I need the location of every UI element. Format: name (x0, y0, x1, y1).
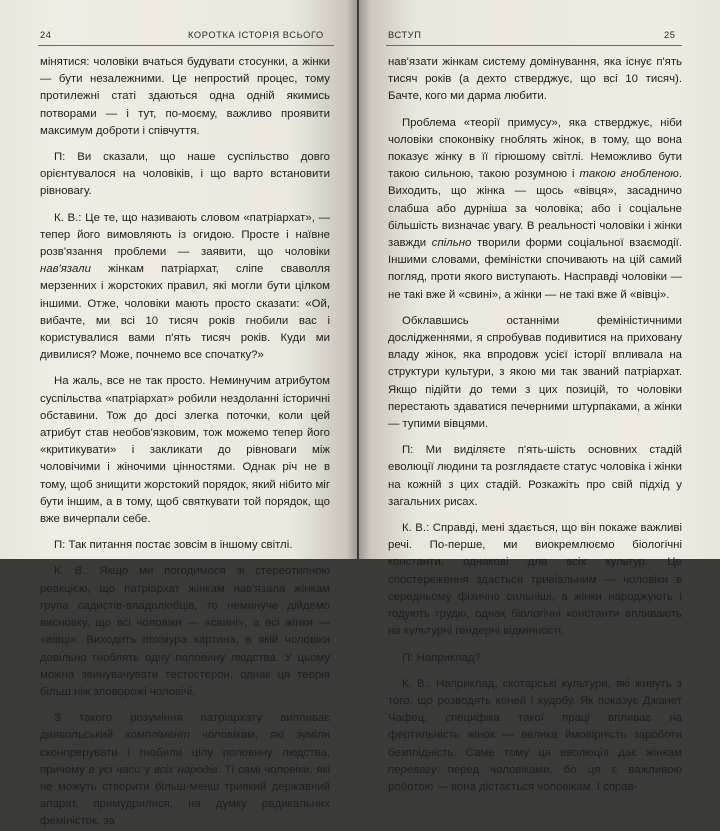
left-page-text (40, 54, 330, 831)
emphasis: нав'язали (40, 263, 91, 276)
emphasis: в усі часи (88, 763, 141, 776)
right-page (359, 0, 720, 793)
right-page-number: 25 (664, 30, 676, 40)
right-header-rule (386, 45, 682, 46)
paragraph-r5: К. В.: Справді, мені здається, що він покаже важливі речі. По-перше, ми виокремлюємо біологічні константи, однакові для всіх культур. Це спостереження здається тривіальним — чоловіки в середньому фізично сильніші, а жінки народжують і годують грудю, однак біологічні константи впливають на культурні гендерні відмінності. (388, 522, 682, 638)
paragraph-r3: Обклавшись останніми феміністичними дослідженнями, я спробував подивитися на приховану владу жінок, яка впродовж усієї історії впливала на структури культури, з якою ми так званий патріархат. Якщо підійти до теми з цих позицій, то чоловіки перестають здаватися печерними штурпаками, а жінки — тупими вівцями. (388, 314, 682, 431)
paragraph-r6: П: Наприклад? (402, 651, 482, 664)
emphasis: спільно (431, 237, 472, 250)
paragraph-r7: К. В.: Наприклад, скотарські культури, які живуть з того, що розводять коней і худобу. Як показує Джанет Чафец, специфіка такої праці впливає на фертильність жінок — велика ймовірність зароботи безплідність. Саме тому ця еволюція дає жінкам перевагу перед чоловіками, бо ця є важливою роботою — вона дістається чоловікам. І справ- (388, 677, 682, 793)
paragraph-l1: мінятися: чоловіки вчаться будувати стосунки, а жінки — бути незалежними. Це непростий процес, тому протилежні статі здаються одна одній якимись потворами — і тут, по-моєму, важливо проявити максимум доброти і співчуття. (40, 56, 330, 137)
paragraph-l5: П: Так питання постає зовсім в іншому світлі. (54, 539, 293, 552)
emphasis: перевагу (388, 763, 437, 776)
emphasis: комплімент (125, 729, 190, 742)
paragraph-l2: П: Ви сказали, що наше суспільство довго орієнтувалося на чоловіків, і що варто встановити рівновагу. (40, 151, 330, 198)
left-running-head: КОРОТКА ІСТОРІЯ ВСЬОГО (188, 30, 324, 40)
paragraph-r1: нав'язати жінкам систему домінування, яка існує п'ять тисяч років (а дехто стверджує, що всі 10 тисяч). Бачте, кого ми дарма любити. (388, 56, 682, 103)
paragraph-l6: К. В.: Якщо ми погодимося зі стереотипною реакцією, що патріархат жінкам нав'язала жінкам група садистів-владолюбців, то неминуче дійдемо висновку, що всі чоловіки — «свині», а всі жінки — «вівці». Виходить похмура картина, в якій чоловіки довільно гноблять одну половину людства. У цьому можна звинувачувати тестостерон, однак ця теорія більш ніж зловорожі чоловічі. (40, 565, 330, 698)
right-page-text (388, 54, 682, 796)
left-page (0, 0, 357, 828)
right-running-head: ВСТУП (388, 30, 422, 40)
paragraph-l3: К. В.: Це те, що називають словом «патріархат», — тепер його вимовляють із огидою. Просте і наївне розв'язання проблеми — заявити, що чоловіки нав'язали жінкам патріархат, сліпе сваволля мерзенних і жорстоких правил, які могли бути цілком іншими. Отже, чоловіки мають просто сказати: «Ой, вибачте, ми всі 10 тисяч років гнобили вас і користувалися вами п'ять тисяч років. Куди ми дивилися? Може, почнемо все спочатку?» (40, 211, 330, 362)
paragraph-l4: На жаль, все не так просто. Неминучим атрибутом суспільства «патріархат» робили нездоланні історичні обставини. Тож до досі злегка поточки, коли цей атрибут став необов'язковим, тож можемо тепер його «критикувати» і закликати до рівноваги між чоловічими і жіночими цінностями. Однак річ не в тому, щоб знищити жорстокий порядок, який нібито міг бути іншим, а в тому, щоб святкувати той порядок, що вже вичерпали себе. (40, 375, 330, 526)
emphasis: всіх народів (154, 763, 218, 776)
emphasis: такою гнобленою (579, 168, 679, 181)
left-page-number: 24 (40, 30, 52, 40)
paragraph-r2: Проблема «теорії примусу», яка стверджує, ніби чоловіки споконвіку гноблять жінок, в тому, що вона показує жінку в її гірюшому світлі. Неможливо бути такою сильною, такою розумною і такою гнобленою. Виходить, що жінка — щось «вівця», засадничо слабша або дурніша за чоловіка; або і соціальне більшість визначає увагу. В реальності чоловіки і жінки завжди спільно творили форми соціальної взаємодії. Іншими словами, феміністки спочивають на цій самий погляд, проти якого виступають. Насправді чоловіки — не такі вже й «свині», а жінки — не такі вже й «вівці». (388, 116, 682, 301)
paragraph-l7: З такого розуміння патріархату випливає диявольський комплімент чоловікам, які зуміли сконпрерувати і гнобили цілу половину людства, причому в усі часи у всіх народів. Ті самі чоловіки, які не можуть створити більш-менш тривкий державний апарат, примудрилися, на думку радикальних феміністок, за (40, 712, 331, 828)
left-header-rule (38, 45, 334, 46)
paragraph-r4: П: Ми виділяєте п'ять-шість основних стадій еволюції людини та розглядаєте статус чоловіка і жінки на кожній з цих стадій. Розкажіть про свій підхід у загальних рисах. (388, 444, 682, 508)
